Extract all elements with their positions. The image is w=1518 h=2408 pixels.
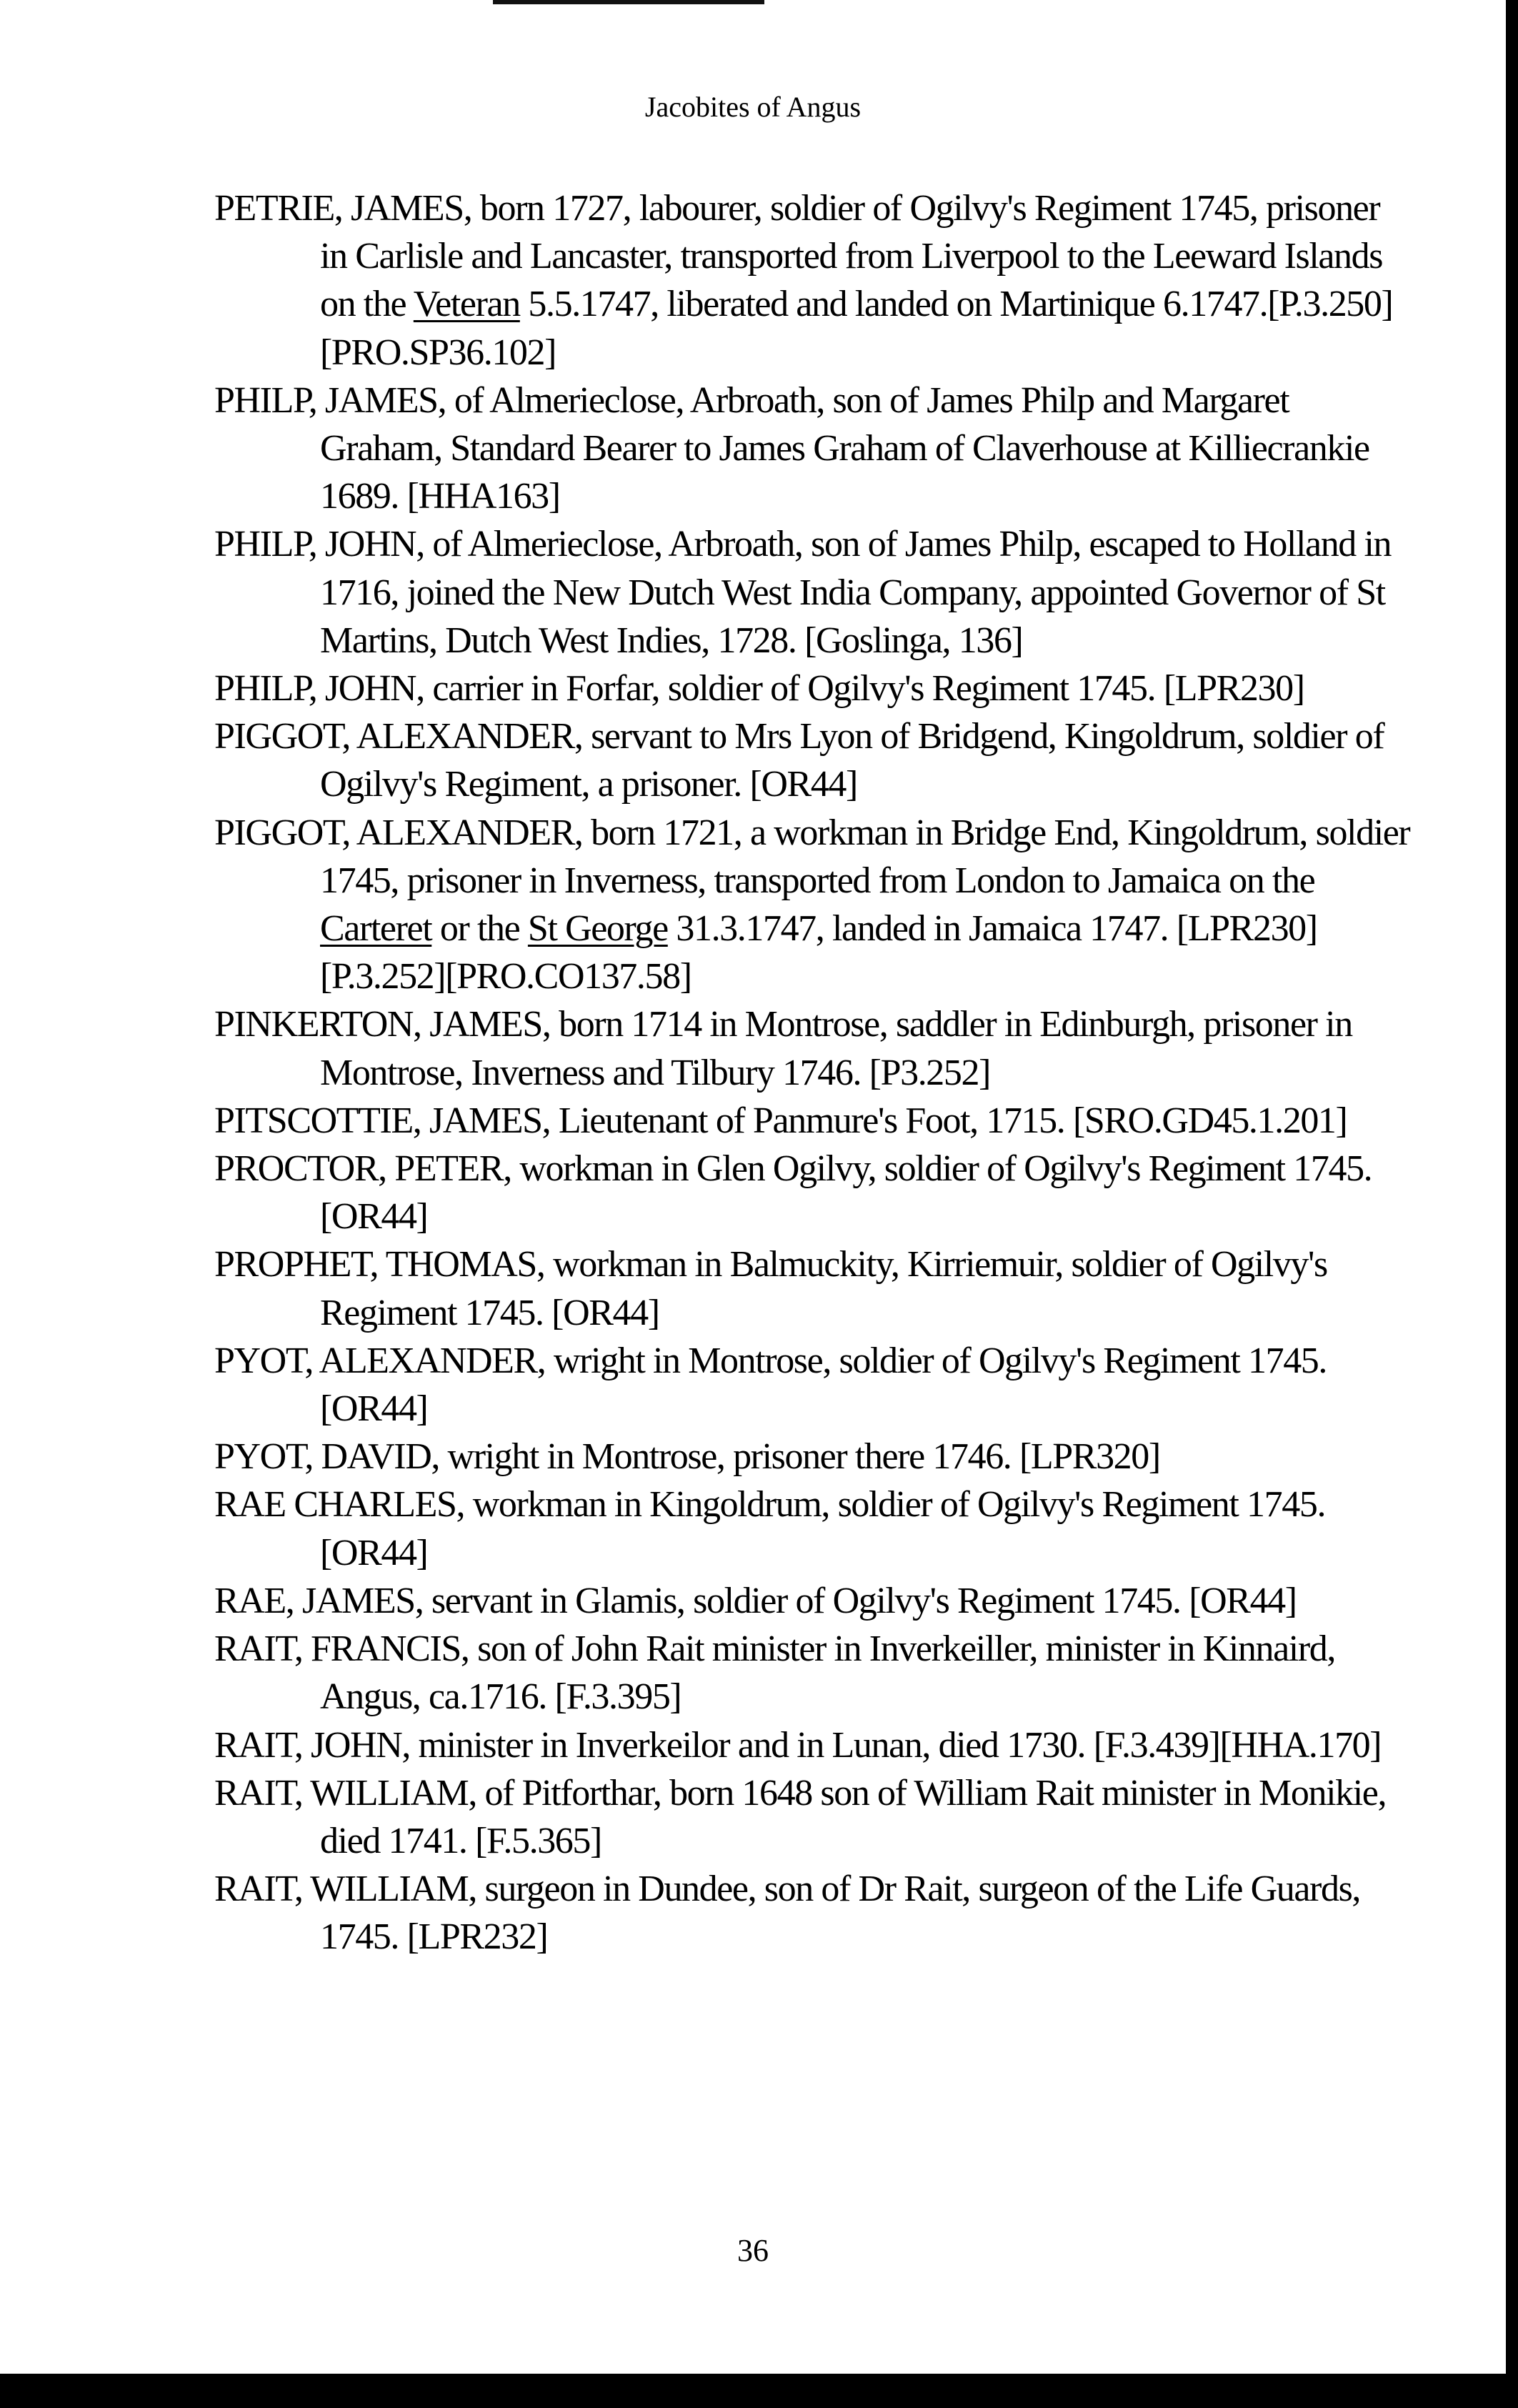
page-number: 36 [737, 2233, 769, 2268]
ship-name: Carteret [320, 908, 432, 950]
entry [214, 665, 1414, 712]
entry [214, 1240, 1414, 1336]
entry-text: 5.5.1747, liberated and landed on Martinique 6.1747.[P.3.250][PRO.SP36.102] [320, 284, 1393, 373]
entry-text: 31.3.1747, landed in Jamaica 1747. [LPR230][P.3.252][PRO.CO137.58] [320, 908, 1317, 997]
entry-text: PINKERTON, JAMES, born 1714 in Montrose, saddler in Edinburgh, prisoner in Montrose, Inverness and Tilbury 1746. [P3.252] [214, 1004, 1352, 1093]
entry-text: PHILP, JOHN, carrier in Forfar, soldier of Ogilvy's Regiment 1745. [LPR230] [214, 668, 1304, 710]
entry [214, 1145, 1414, 1240]
entry-text: PROPHET, THOMAS, workman in Balmuckity, Kirriemuir, soldier of Ogilvy's Regiment 1745. [OR44] [214, 1244, 1327, 1333]
entry [214, 520, 1414, 665]
entry-text: RAIT, FRANCIS, son of John Rait minister in Inverkeiller, minister in Kinnaird, Angus, ca.1716. [F.3.395] [214, 1628, 1335, 1718]
entry [214, 1721, 1414, 1769]
entry [214, 1097, 1414, 1145]
entry [214, 1769, 1414, 1865]
entry [214, 809, 1414, 1001]
entry-text: PITSCOTTIE, JAMES, Lieutenant of Panmure's Foot, 1715. [SRO.GD45.1.201] [214, 1100, 1347, 1141]
entry-text: PYOT, ALEXANDER, wright in Montrose, soldier of Ogilvy's Regiment 1745. [OR44] [214, 1340, 1327, 1430]
entry [214, 712, 1414, 808]
ship-name: Veteran [413, 284, 520, 325]
entry [214, 184, 1414, 377]
entry-list [214, 184, 1414, 1961]
ship-name: St George [527, 908, 668, 950]
entry [214, 1433, 1414, 1481]
entry-text: RAIT, JOHN, minister in Inverkeilor and in Lunan, died 1730. [F.3.439][HHA.170] [214, 1724, 1382, 1766]
entry-text: RAIT, WILLIAM, of Pitforthar, born 1648 son of William Rait minister in Monikie, died 1741. [F.5.365] [214, 1772, 1387, 1861]
entry [214, 1337, 1414, 1433]
entry-text: PYOT, DAVID, wright in Montrose, prisoner there 1746. [LPR320] [214, 1436, 1160, 1478]
entry [214, 1481, 1414, 1576]
entry-text: PIGGOT, ALEXANDER, servant to Mrs Lyon of Bridgend, Kingoldrum, soldier of Ogilvy's Regiment, a prisoner. [OR44] [214, 716, 1384, 805]
entry [214, 1865, 1414, 1961]
entry-text: PIGGOT, ALEXANDER, born 1721, a workman in Bridge End, Kingoldrum, soldier 1745, prisoner in Inverness, transported from London to Jamaica on the [214, 812, 1410, 901]
entry-text: RAIT, WILLIAM, surgeon in Dundee, son of Dr Rait, surgeon of the Life Guards, 1745. [LPR232] [214, 1869, 1361, 1958]
entry-text: RAE CHARLES, workman in Kingoldrum, soldier of Ogilvy's Regiment 1745.[OR44] [214, 1484, 1326, 1573]
entry [214, 1625, 1414, 1721]
entry-text: PHILP, JAMES, of Almerieclose, Arbroath, son of James Philp and Margaret Graham, Standard Bearer to James Graham of Claverhouse at Killiecrankie 1689. [HHA163] [214, 379, 1369, 517]
entry-text: PROCTOR, PETER, workman in Glen Ogilvy, soldier of Ogilvy's Regiment 1745. [OR44] [214, 1148, 1372, 1238]
entry [214, 1000, 1414, 1096]
running-header: Jacobites of Angus [644, 91, 862, 123]
entry [214, 1577, 1414, 1625]
entry-text: RAE, JAMES, servant in Glamis, soldier of Ogilvy's Regiment 1745. [OR44] [214, 1580, 1297, 1621]
entry-text: or the [431, 908, 528, 950]
entry-text: PETRIE, JAMES, born 1727, labourer, soldier of Ogilvy's Regiment 1745, prisoner in Carlisle and Lancaster, transported from Liverpool to the Leeward Islands on the [214, 188, 1383, 325]
top-rule [493, 0, 764, 4]
entry [214, 377, 1414, 521]
entry-text: PHILP, JOHN, of Almerieclose, Arbroath, son of James Philp, escaped to Holland in 1716, joined the New Dutch West India Company, appointed Governor of St Martins, Dutch West Indies, 1728. [Goslinga, 136] [214, 524, 1392, 661]
